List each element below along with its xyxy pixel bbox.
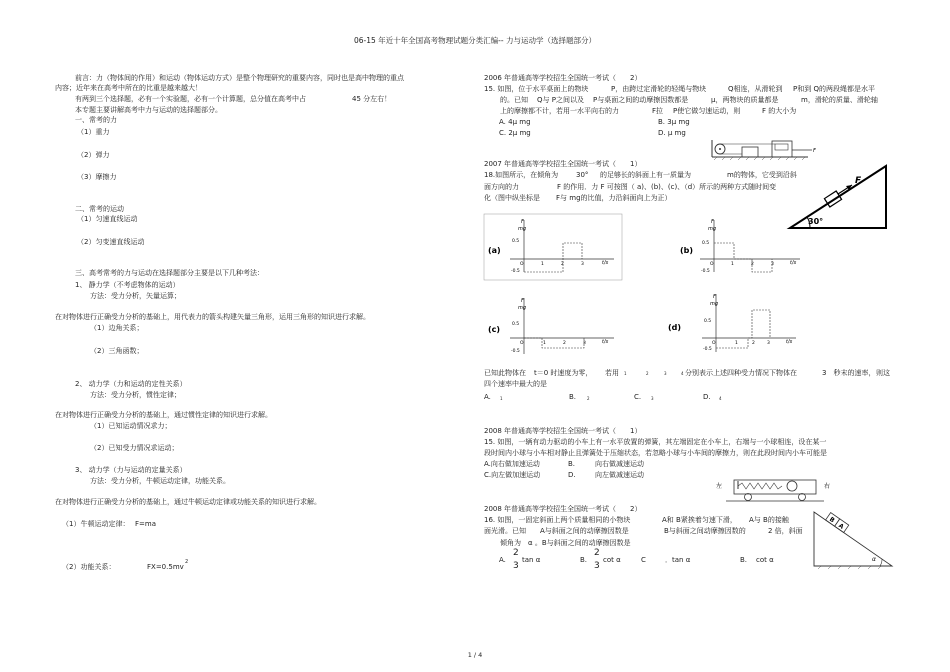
q2007-after: 分别表示上述四种受力情况下物体在: [685, 369, 797, 377]
section-motion: 二、常考的运动: [75, 205, 124, 213]
q2008b-line: 16. 如图，一固定斜面上两个质量相同的小物块: [484, 516, 631, 524]
q2007-option-d[interactable]: D.: [703, 393, 711, 401]
q2007-after: t＝0 时速度为零，: [534, 369, 593, 377]
energy-formula: FX=0.5mv: [147, 563, 184, 571]
energy-exponent: 2: [185, 559, 189, 565]
svg-text:3: 3: [771, 262, 774, 267]
svg-text:-0.5: -0.5: [701, 269, 710, 274]
svg-text:1: 1: [541, 262, 544, 267]
incline-force-label: F: [855, 176, 862, 186]
svg-text:mg: mg: [518, 305, 527, 311]
pulley-figure: [708, 138, 820, 162]
method-3-approach: 方法：受力分析，牛顿运动定律，功能关系。: [90, 477, 230, 485]
q2007-line: 18.如图所示，在倾角为: [484, 171, 559, 179]
q2006-line: P，由跨过定滑轮的轻绳与物块: [611, 85, 707, 93]
section-methods: 三、高考常考的力与运动在选择题部分主要是以下几种考法：: [75, 269, 264, 277]
method-1-approach: 方法：受力分析，矢量运算；: [90, 292, 181, 300]
graph-d-label: (d): [668, 323, 682, 332]
cart-figure: [716, 476, 836, 504]
svg-text:1: 1: [731, 262, 734, 267]
page-number: 1 / 4: [467, 651, 483, 659]
q2008b-title: 2008 年普通高等学校招生全国统一考试（ 2）: [484, 505, 642, 513]
q2006-title: 2006 年普通高等学校招生全国统一考试（ 2）: [484, 74, 642, 82]
q2008b-option-b[interactable]: B.: [580, 556, 588, 564]
q2006-option-b[interactable]: B. 3μ mg: [658, 118, 690, 126]
method-2: 2、 动力学（力和运动的定性关系）: [75, 380, 187, 388]
q2006-line: Q相连，从滑轮到: [728, 85, 783, 93]
q2008b-line: A和 B紧挨着匀速下滑，: [662, 516, 737, 524]
pulley-force-label: F: [813, 148, 816, 154]
svg-text:3: 3: [767, 341, 770, 346]
graph-d: [666, 292, 810, 358]
newton-label: （1）牛顿运动定律：: [62, 520, 130, 528]
q2006-line: Q与 P之间以及: [537, 96, 584, 104]
q2008b-line: 面光滑。已知: [484, 527, 526, 535]
graph-a: [484, 214, 624, 282]
section-forces: 一、常考的力: [75, 116, 117, 124]
q2006-line: F拉: [652, 107, 664, 115]
q2008b-line: B与斜面之间动摩擦因数的: [664, 527, 746, 535]
svg-text:F: F: [521, 219, 524, 225]
method-1-b: （2）三角函数；: [90, 347, 144, 355]
method-2-desc: 在对物体进行正确受力分析的基础上，通过惯性定律的知识进行求解。: [55, 411, 272, 419]
intro-line-4: 本专题主要讲解高考中力与运动的选择题部分。: [75, 106, 222, 114]
method-3-desc: 在对物体进行正确受力分析的基础上，通过牛顿运动定律或功能关系的知识进行求解。: [55, 498, 321, 506]
graph-a-label: (a): [488, 246, 501, 255]
energy-label: （2）功能关系：: [62, 563, 116, 571]
blocks-angle-label: α: [872, 556, 876, 563]
q2007-line: 面方向的力: [484, 183, 519, 191]
newton-formula: F=ma: [135, 520, 156, 528]
page-header: 06-15 年近十年全国高考物理试题分类汇编-- 力与运动学（选择题部分）: [354, 36, 596, 45]
cart-left-label: 左: [716, 483, 723, 490]
q2007-option-a[interactable]: A.: [484, 393, 491, 401]
q2007-line: F 的作用．力 F 可按图（ a)、(b)、(c)、（d）所示的两种方式随时间变: [557, 183, 777, 191]
q2007-option-d-sub: 4: [719, 396, 722, 401]
q2008b-line: 倾角为: [500, 539, 521, 547]
cart-right-label: 右: [824, 483, 831, 490]
method-2-a: （1）已知运动情况求力；: [90, 422, 172, 430]
svg-text:t/s: t/s: [786, 339, 793, 345]
q2007-line: 化（图中纵坐标是: [484, 194, 540, 202]
q2008b-line: A与 B的接触: [749, 516, 789, 524]
q2008a-option-d-text: 向左做减速运动: [595, 471, 644, 479]
svg-text:O: O: [712, 341, 716, 346]
svg-text:1: 1: [735, 341, 738, 346]
q2007-after: 已知此物体在: [484, 369, 526, 377]
force-gravity: （1）重力: [77, 128, 110, 136]
q2007-after: 四个速率中最大的是: [484, 380, 547, 388]
svg-text:-0.5: -0.5: [511, 269, 520, 274]
intro-line-3: 有两到三个选择题，必有一个实验题，必有一个计算题，总分值在高考中占: [75, 95, 306, 103]
svg-text:0.5: 0.5: [512, 322, 520, 327]
q2008b-option-a-den: 3: [513, 561, 519, 571]
svg-text:t/s: t/s: [790, 260, 797, 266]
force-elastic: （2）弹力: [77, 151, 110, 159]
svg-text:2: 2: [752, 341, 755, 346]
q2007-line: 的足够长的斜面上有一质量为: [600, 171, 691, 179]
q2006-line: m，滑轮的质量、滑轮轴: [801, 96, 878, 104]
q2007-after: 则这: [876, 369, 890, 377]
svg-text:0.5: 0.5: [512, 239, 520, 244]
q2008b-option-b-fn: cot α: [603, 556, 621, 564]
method-3: 3、 动力学（力与运动的定量关系）: [75, 466, 187, 474]
svg-text:2: 2: [561, 262, 564, 267]
svg-text:0.5: 0.5: [704, 319, 712, 324]
svg-text:3: 3: [583, 341, 586, 346]
q2008b-line: A与斜面之间的动摩擦因数是: [540, 527, 629, 535]
svg-text:3: 3: [581, 262, 584, 267]
svg-text:O: O: [710, 262, 714, 267]
svg-text:F: F: [711, 219, 714, 225]
q2008a-line: 段时间内小球与小车相对静止且弹簧处于压缩状态，若忽略小球与小车间的摩擦力，则在此段时间内小车可能是: [484, 449, 827, 457]
graph-b: [678, 214, 810, 282]
q2007-option-c[interactable]: C.: [634, 393, 642, 401]
q2007-line: m的物体，它受到沿斜: [727, 171, 797, 179]
q2007-title: 2007 年普通高等学校招生全国统一考试（ 1）: [484, 160, 642, 168]
svg-text:mg: mg: [710, 301, 719, 307]
q2008b-option-a[interactable]: A.: [499, 556, 506, 564]
q2006-line: 上的摩擦都不计，若用一水平向右的力: [500, 107, 619, 115]
method-2-b: （2）已知受力情况求运动；: [90, 444, 179, 452]
q2007-option-a-sub: 1: [500, 396, 503, 401]
q2007-line: F与 mg的比值，力沿斜面向上为正）: [556, 194, 672, 202]
q2007-after: 4: [681, 371, 684, 376]
incline-angle-label: 30°: [808, 217, 824, 226]
q2006-option-a[interactable]: A. 4μ mg: [499, 118, 531, 126]
svg-text:mg: mg: [518, 226, 527, 232]
svg-text:2: 2: [751, 262, 754, 267]
motion-uniform: （1）匀速直线运动: [77, 215, 138, 223]
force-friction: （3）摩擦力: [77, 173, 117, 181]
intro-line-2: 内容；近年来在高考中所在的比重是越来越大！: [55, 84, 202, 92]
q2008b-option-a-num: 2: [513, 548, 519, 558]
q2007-line: 30°: [576, 171, 589, 179]
method-1-desc: 在对物体进行正确受力分析的基础上，用代表力的箭头构建矢量三角形，运用三角形的知识进行求解。: [55, 313, 370, 321]
svg-text:t/s: t/s: [602, 260, 609, 266]
q2008b-option-b-num: 2: [594, 548, 600, 558]
q2008a-option-d[interactable]: D.: [568, 471, 576, 479]
q2008a-option-c[interactable]: C.向左做加速运动: [484, 471, 541, 479]
svg-text:F: F: [713, 294, 716, 300]
q2008b-option-a-fn: tan α: [522, 556, 541, 564]
graph-b-label: (b): [680, 246, 694, 255]
graph-c: [484, 292, 624, 358]
q2008a-option-a[interactable]: A.向右做加速运动: [484, 460, 540, 468]
svg-text:-0.5: -0.5: [511, 349, 520, 354]
method-1-a: （1）边角关系；: [90, 324, 144, 332]
q2007-option-b[interactable]: B.: [569, 393, 577, 401]
q2006-line: 的。已知: [500, 96, 528, 104]
graph-c-label: (c): [488, 325, 501, 334]
q2006-line: F 的大小为: [762, 107, 797, 115]
q2006-line: μ，两物块的质量都是: [711, 96, 779, 104]
q2007-option-c-sub: 3: [651, 396, 654, 401]
q2008b-option-c[interactable]: C: [641, 556, 646, 564]
q2007-option-b-sub: 2: [587, 396, 590, 401]
q2006-line: P使它做匀速运动，则: [673, 107, 741, 115]
svg-text:1: 1: [543, 341, 546, 346]
svg-text:t/s: t/s: [602, 339, 609, 345]
q2007-after: 2: [646, 371, 649, 376]
svg-text:-0.5: -0.5: [703, 347, 712, 352]
method-1: 1、 静力学（不考虑物体的运动）: [75, 281, 180, 289]
method-2-approach: 方法：受力分析，惯性定律；: [90, 391, 181, 399]
block-a-label: A: [837, 522, 845, 531]
q2008b-option-d-fn: cot α: [756, 556, 774, 564]
q2006-line: P与桌面之间的动摩擦因数都是: [593, 96, 689, 104]
intro-line-1: 前言：力（物体间的作用）和运动（物体运动方式）是整个物理研究的重要内容，同时也是高中物理的重点: [75, 74, 404, 82]
q2008b-option-c-fn: ．tan α: [665, 556, 691, 564]
q2007-after: 若用: [605, 369, 619, 377]
q2006-line: P和到 Q的两段绳都是水平: [793, 85, 875, 93]
svg-text:mg: mg: [708, 226, 717, 232]
svg-text:2: 2: [563, 341, 566, 346]
q2008a-line: 15. 如图，一辆有动力驱动的小车上有一水平放置的弹簧，其左端固定在小车上，右端与一小球相连，设在某一: [484, 438, 827, 446]
q2007-after: 3: [664, 371, 667, 376]
q2007-after: 1: [624, 371, 627, 376]
q2008b-option-d[interactable]: B.: [740, 556, 748, 564]
intro-line-3b: 45 分左右！: [352, 95, 392, 103]
q2007-after: 3 秒末的速率，: [822, 369, 876, 377]
svg-text:0.5: 0.5: [702, 241, 710, 246]
block-b-label: B: [828, 515, 836, 525]
q2008a-option-b-text: 向右做减速运动: [595, 460, 644, 468]
svg-text:O: O: [520, 262, 524, 267]
q2008b-option-b-den: 3: [594, 561, 600, 571]
q2008a-option-b[interactable]: B.: [568, 460, 576, 468]
svg-text:F: F: [521, 298, 524, 304]
q2008b-line: α 。B与斜面之间的动摩擦因数是: [528, 539, 631, 547]
q2006-line: 15. 如图，位于水平桌面上的物块: [484, 85, 589, 93]
svg-text:O: O: [520, 341, 524, 346]
blocks-incline-figure: [812, 504, 896, 570]
motion-accel: （2）匀变速直线运动: [77, 238, 145, 246]
q2006-option-c[interactable]: C. 2μ mg: [499, 129, 531, 137]
q2008b-line: 2 倍，斜面: [768, 527, 803, 535]
q2006-option-d[interactable]: D. μ mg: [658, 129, 686, 137]
q2008a-title: 2008 年普通高等学校招生全国统一考试（ 1）: [484, 427, 642, 435]
